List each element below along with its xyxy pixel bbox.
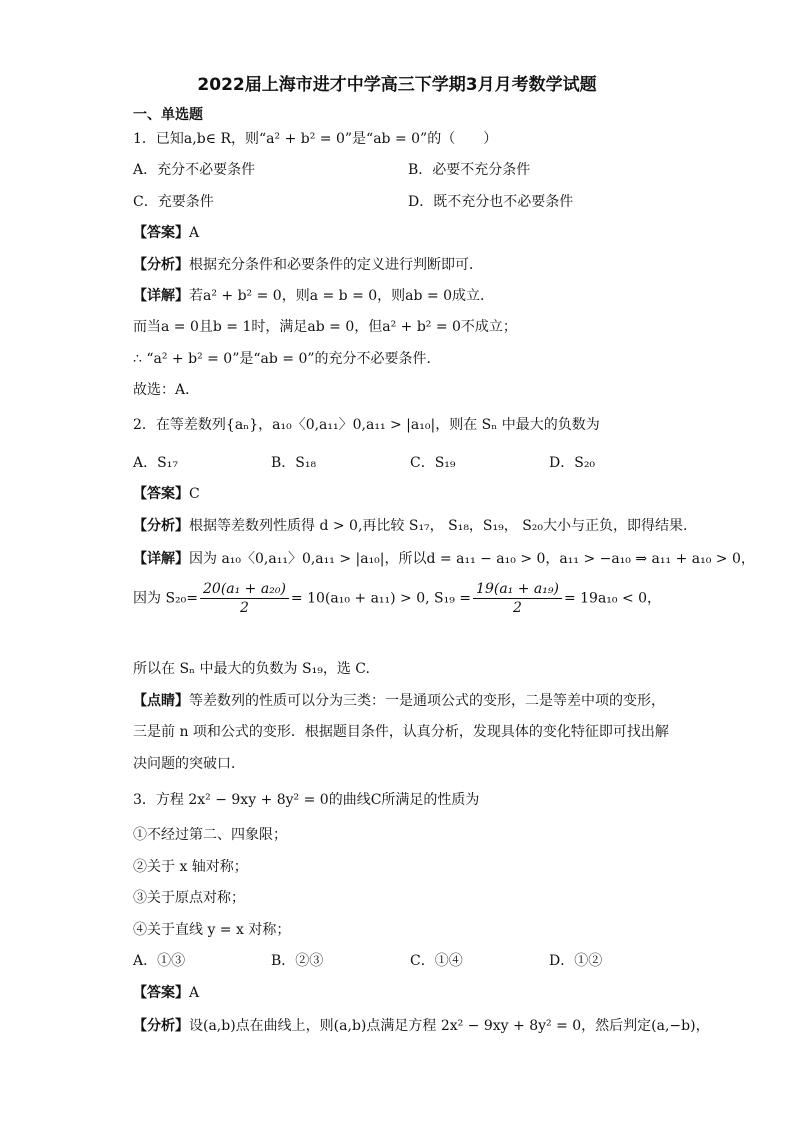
answer-value: A: [189, 985, 200, 1001]
q3-property-4: ④关于直线 y = x 对称；: [133, 922, 291, 938]
q1-option-b: B．必要不充分条件: [408, 162, 531, 178]
fraction-s20: [200, 580, 289, 617]
q1-conclusion: 故选：A．: [133, 382, 200, 398]
page-title: 2022届上海市进才中学高三下学期3月月考数学试题: [197, 75, 597, 95]
answer-tag: 【答案】: [133, 225, 189, 241]
q3-property-3: ③关于原点对称；: [133, 890, 245, 906]
detail-tag: 【详解】: [133, 551, 189, 567]
q1-answer: [133, 224, 199, 242]
q2-stem: 2．在等差数列{aₙ}，a₁₀〈0,a₁₁〉0,a₁₁ > |a₁₀|，则在 Sₙ 中最大的负数为: [133, 417, 600, 433]
q2-option-b: B．S₁₈: [271, 455, 317, 471]
q1-analysis: [133, 256, 483, 274]
fraction-denominator: 2: [513, 600, 522, 616]
q2-detail-fractions: [133, 580, 661, 617]
fraction-denominator: 2: [239, 600, 249, 616]
q1-option-d: D．既不充分也不必要条件: [408, 194, 574, 210]
analysis-text: 根据充分条件和必要条件的定义进行判断即可．: [189, 257, 483, 273]
answer-tag: 【答案】: [133, 486, 189, 502]
q3-option-a: A．①③: [133, 953, 186, 969]
q1-detail-3: ∴ “a² + b² = 0”是“ab = 0”的充分不必要条件．: [133, 351, 441, 367]
analysis-tag: 【分析】: [133, 1018, 189, 1034]
detail-tag: 【详解】: [133, 288, 189, 304]
q2-option-c: C．S₁₉: [410, 455, 456, 471]
detail-pre: 因为 S₂₀=: [133, 590, 198, 607]
fraction-numerator: 19(a₁ + a₁₉): [473, 580, 562, 599]
detail-text: 因为 a₁₀〈0,a₁₁〉0,a₁₁ > |a₁₀|，所以d = a₁₁ − a₁₀ > 0，a₁₁ > −a₁₀ ⇒ a₁₁ + a₁₀ > 0，: [189, 551, 755, 567]
section-heading: 一、单选题: [133, 107, 203, 123]
q1-detail-2: 而当a = 0且b = 1时，满足ab = 0，但a² + b² = 0不成立；: [133, 319, 517, 335]
detail-post: = 19a₁₀ < 0，: [563, 590, 662, 607]
q2-option-a: A．S₁₇: [133, 455, 178, 471]
fraction-numerator: 20(a₁ + a₂₀): [200, 580, 289, 599]
answer-value: A: [189, 225, 200, 241]
analysis-text: 设(a,b)点在曲线上，则(a,b)点满足方程 2x² − 9xy + 8y² = 0，然后判定(a,−b)，: [189, 1018, 710, 1034]
answer-tag: 【答案】: [133, 985, 189, 1001]
q2-option-d: D．S₂₀: [549, 455, 596, 471]
q3-stem: 3．方程 2x² − 9xy + 8y² = 0的曲线C所满足的性质为: [133, 792, 480, 808]
q3-answer: [133, 984, 199, 1002]
q1-option-a: A．充分不必要条件: [133, 162, 256, 178]
q1-detail: [133, 287, 494, 305]
answer-value: C: [189, 486, 200, 502]
fraction-s19: [473, 580, 562, 617]
q2-comment-3: 决问题的突破口．: [133, 756, 245, 772]
detail-text: 若a² + b² = 0，则a = b = 0，则ab = 0成立．: [189, 288, 495, 304]
analysis-tag: 【分析】: [133, 518, 189, 534]
q2-conclusion: 所以在 Sₙ 中最大的负数为 S₁₉，选 C.: [133, 661, 370, 677]
q2-comment-2: 三是前 n 项和公式的变形．根据题目条件，认真分析，发现具体的变化特征即可找出解: [133, 724, 669, 740]
comment-text: 等差数列的性质可以分为三类：一是通项公式的变形，二是等差中项的变形，: [189, 693, 665, 709]
q3-property-2: ②关于 x 轴对称；: [133, 859, 248, 875]
q3-property-1: ①不经过第二、四象限；: [133, 827, 287, 843]
q3-option-d: D．①②: [549, 953, 603, 969]
q3-option-c: C．①④: [410, 953, 463, 969]
q1-option-c: C．充要条件: [133, 194, 214, 210]
q2-detail: [133, 550, 755, 568]
q2-comment: [133, 692, 665, 710]
analysis-text: 根据等差数列性质得 d > 0,再比较 S₁₇， S₁₈，S₁₉， S₂₀大小与正负，即得结果.: [189, 518, 688, 534]
detail-mid: = 10(a₁₀ + a₁₁) > 0, S₁₉ =: [290, 590, 472, 607]
q3-option-b: B．②③: [271, 953, 324, 969]
analysis-tag: 【分析】: [133, 257, 189, 273]
q2-answer: [133, 485, 200, 503]
q1-stem: 1．已知a,b∈ R，则“a² + b² = 0”是“ab = 0”的（ ）: [133, 131, 498, 147]
q2-analysis: [133, 517, 687, 535]
comment-tag: 【点睛】: [133, 693, 189, 709]
q3-analysis: [133, 1017, 710, 1035]
